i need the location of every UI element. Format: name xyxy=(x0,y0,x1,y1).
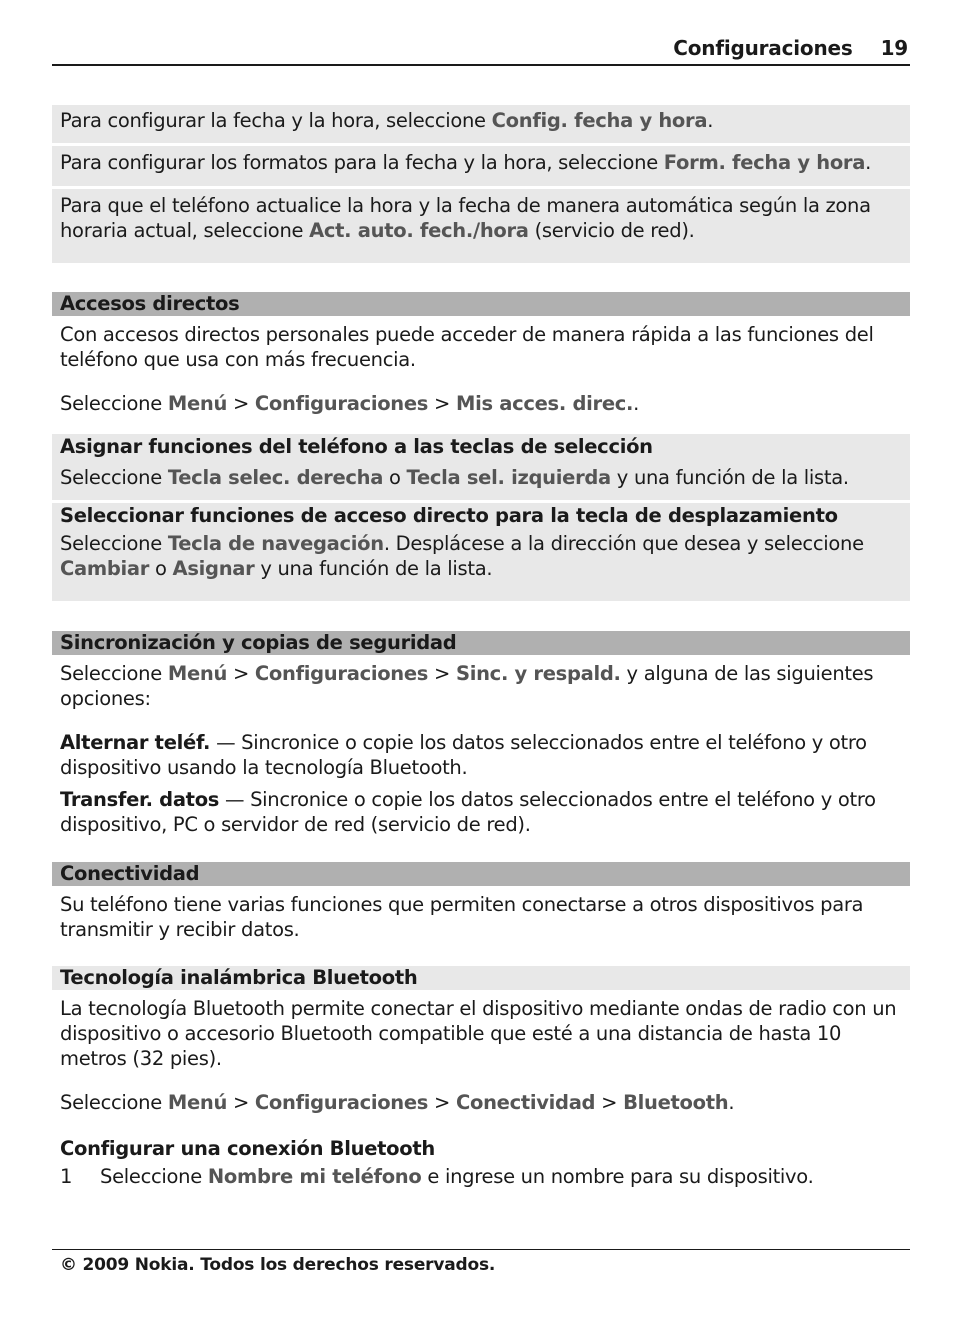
path-separator: > xyxy=(227,662,255,685)
bluetooth-intro xyxy=(52,996,910,1071)
menu-option: Bluetooth xyxy=(623,1091,729,1114)
option-act-auto: Act. auto. fech./hora xyxy=(309,219,529,242)
item-text: Seleccione xyxy=(60,466,168,489)
subheading: Asignar funciones del teléfono a las teclas de selección xyxy=(60,435,653,458)
sync-option-alternar xyxy=(52,730,910,780)
path-text: Seleccione xyxy=(60,1091,168,1114)
menu-option: Conectividad xyxy=(455,1091,596,1114)
paragraph: Con accesos directos personales puede acceder de manera rápida a las funciones del teléfono que usa con más frecuencia. xyxy=(60,323,874,371)
bluetooth-setup xyxy=(52,1136,910,1189)
page-header xyxy=(52,36,910,66)
subheading: Configurar una conexión Bluetooth xyxy=(60,1137,435,1160)
item-text: Para que el teléfono actualice la hora y la fecha de manera automática según la zona horaria actual, seleccione xyxy=(60,194,871,242)
bluetooth-path xyxy=(52,1090,910,1115)
numbered-step xyxy=(60,1164,902,1189)
shortcuts-intro xyxy=(52,322,910,372)
paragraph: Su teléfono tiene varias funciones que permiten conectarse a otros dispositivos para transmitir y recibir datos. xyxy=(60,893,864,941)
menu-option: Menú xyxy=(167,392,228,415)
step-number: 1 xyxy=(60,1165,73,1188)
section-heading-bluetooth: Tecnología inalámbrica Bluetooth xyxy=(52,966,910,990)
path-text: Seleccione xyxy=(60,392,168,415)
sync-path xyxy=(52,661,910,711)
item-text: . Desplácese a la dirección que desea y seleccione xyxy=(383,532,864,555)
item-text: . xyxy=(865,151,872,174)
date-time-item-auto xyxy=(52,189,910,263)
item-text: Seleccione xyxy=(100,1165,208,1188)
option-tecla-navegacion: Tecla de navegación xyxy=(167,532,384,555)
option-term: Transfer. datos xyxy=(60,788,220,811)
menu-option: Configuraciones xyxy=(254,1091,429,1114)
menu-option: Configuraciones xyxy=(254,392,429,415)
path-separator: > xyxy=(227,392,255,415)
item-text: Para configurar la fecha y la hora, seleccione xyxy=(60,109,492,132)
path-text: . xyxy=(728,1091,735,1114)
path-text: Seleccione xyxy=(60,662,168,685)
path-text: y alguna de las siguientes opciones: xyxy=(60,662,874,710)
shortcuts-box-selection-keys xyxy=(52,434,910,500)
item-text: o xyxy=(149,557,173,580)
option-cambiar: Cambiar xyxy=(60,557,150,580)
sync-option-transfer xyxy=(52,787,910,837)
item-text: e ingrese un nombre para su dispositivo. xyxy=(421,1165,814,1188)
paragraph: La tecnología Bluetooth permite conectar el dispositivo mediante ondas de radio con un dispositivo o accesorio Bluetooth compatible que esté a una distancia de hasta 10 metros (32 pies). xyxy=(60,997,897,1070)
path-separator: > xyxy=(595,1091,624,1114)
section-heading-sync: Sincronización y copias de seguridad xyxy=(52,631,910,655)
item-text: y una función de la lista. xyxy=(254,557,493,580)
option-tecla-derecha: Tecla selec. derecha xyxy=(167,466,384,489)
option-description: — Sincronice o copie los datos seleccionados entre el teléfono y otro dispositivo, PC o servidor de red (servicio de red). xyxy=(60,788,876,836)
shortcuts-path xyxy=(52,391,910,416)
shortcuts-box-navigation-key xyxy=(52,503,910,601)
option-form-fecha-hora: Form. fecha y hora xyxy=(663,151,866,174)
option-nombre-telefono: Nombre mi teléfono xyxy=(207,1165,422,1188)
menu-option: Menú xyxy=(167,1091,228,1114)
page-content xyxy=(52,105,910,1189)
path-separator: > xyxy=(428,1091,456,1114)
section-heading-shortcuts: Accesos directos xyxy=(52,292,910,316)
item-text: Seleccione xyxy=(60,532,168,555)
option-asignar: Asignar xyxy=(172,557,255,580)
menu-option: Mis acces. direc. xyxy=(455,392,634,415)
item-text: Para configurar los formatos para la fecha y la hora, seleccione xyxy=(60,151,664,174)
path-separator: > xyxy=(428,392,456,415)
item-text: y una función de la lista. xyxy=(610,466,849,489)
menu-option: Menú xyxy=(167,662,228,685)
path-text: . xyxy=(633,392,640,415)
option-term: Alternar teléf. xyxy=(60,731,211,754)
header-section-title: Configuraciones xyxy=(673,36,853,60)
page-footer xyxy=(52,1249,910,1275)
page-number: 19 xyxy=(880,36,908,60)
section-heading-connectivity: Conectividad xyxy=(52,862,910,886)
connectivity-intro xyxy=(52,892,910,942)
menu-option: Configuraciones xyxy=(254,662,429,685)
item-text: o xyxy=(383,466,407,489)
item-text: (servicio de red). xyxy=(528,219,695,242)
option-tecla-izquierda: Tecla sel. izquierda xyxy=(406,466,611,489)
option-description: — Sincronice o copie los datos seleccionados entre el teléfono y otro dispositivo usando la tecnología Bluetooth. xyxy=(60,731,867,779)
copyright-text: © 2009 Nokia. Todos los derechos reservados. xyxy=(60,1255,496,1275)
path-separator: > xyxy=(227,1091,255,1114)
item-text: . xyxy=(707,109,714,132)
menu-option: Sinc. y respald. xyxy=(455,662,621,685)
subheading: Seleccionar funciones de acceso directo para la tecla de desplazamiento xyxy=(60,504,838,527)
date-time-item-format xyxy=(52,146,910,186)
option-config-fecha-hora: Config. fecha y hora xyxy=(491,109,708,132)
path-separator: > xyxy=(428,662,456,685)
date-time-item-config xyxy=(52,105,910,143)
